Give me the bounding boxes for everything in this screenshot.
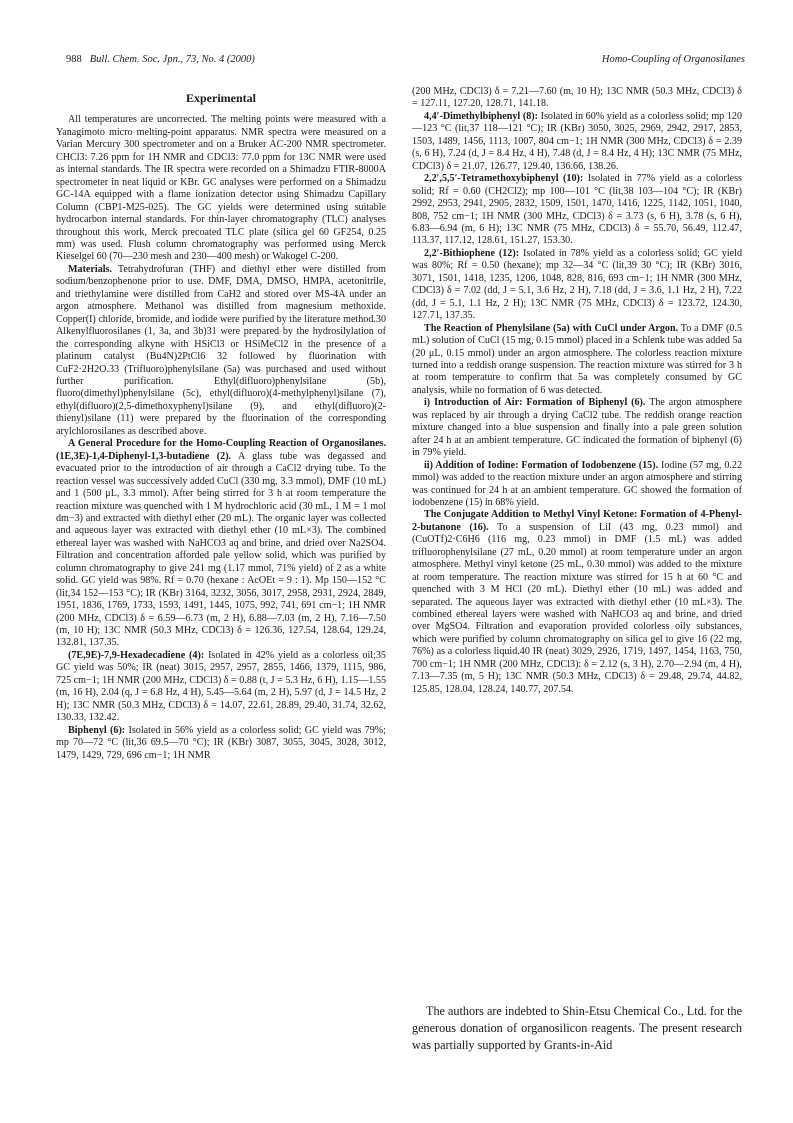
right-column: [412, 86, 742, 696]
paragraph-heading: (7E,9E)-7,9-Hexadecadiene (4):: [68, 649, 205, 661]
paragraph: [412, 173, 742, 248]
paragraph-text: To a suspension of LiI (43 mg, 0.23 mmol) and (CuOTf)2·C6H6 (116 mg, 0.23 mmol) in DMF (1.5 mL) was added trifluorophenylsilane (27 mL, 0.20 mmol) at room temperature under an argon atmosphere. Methyl vinyl ketone (25 mL, 0.30 mmol) was added to the mixture at room temperature. The reaction mixture was stirred for 15 h at 60 °C and quenched with 3 M HCl (20 mL). Diethyl ether (10 mL) was added and separated. The aqueous layer was extracted with diethyl ether (10 mL×3). The combined ethereal layers were washed with NaHCO3 aq and brine, and dried over MgSO4. Filtration and evaporation provided colorless oily substances, which were purified by column chromatography on silica gel to give 16 (22 mg, 76%) as a colorless liquid.40 IR (neat) 3029, 2926, 1719, 1497, 1454, 1163, 750, 700 cm−1; 1H NMR (200 MHz, CDCl3): δ = 2.12 (s, 3 H), 2.70—2.94 (m, 4 H), 7.13—7.35 (m, 5 H); 13C NMR (50.3 MHz, CDCl3) δ = 29.48, 29.74, 44.82, 125.85, 128.04, 128.24, 140.77, 207.54.: [412, 521, 742, 695]
paragraph: [412, 248, 742, 323]
paragraph-heading: 4,4′-Dimethylbiphenyl (8):: [424, 110, 538, 122]
paragraph-heading: A General Procedure for the Homo-Coupling Reaction of Organosilanes. (1E,3E)-1,4-Diphenyl-1,3-butadiene (2).: [56, 438, 386, 462]
journal-citation: Bull. Chem. Soc. Jpn., 73, No. 4 (2000): [89, 54, 255, 65]
paragraph-heading: Biphenyl (6):: [68, 724, 126, 736]
paragraph-heading: Materials.: [68, 263, 113, 275]
paragraph-heading: 2,2′,5,5′-Tetramethoxybiphenyl (10):: [424, 173, 584, 185]
paragraph-text: (200 MHz, CDCl3) δ = 7.21—7.60 (m, 10 H); 13C NMR (50.3 MHz, CDCl3) δ = 127.11, 127.20, 128.71, 141.18.: [412, 86, 742, 110]
paragraph: [56, 725, 386, 762]
paragraph: [56, 114, 386, 263]
paragraph: [412, 397, 742, 459]
paragraph-text: All temperatures are uncorrected. The melting points were measured with a Yanagimoto micro melting-point apparatus. NMR spectra were measured on a Varian Mercury 300 spectrometer and on a Bruker AC-200 NMR spectrometer. CHCl3: 7.26 ppm for 1H NMR and CDCl3: 77.0 ppm for 13C NMR were used as internal standards. The IR spectra were recorded on a Shimadzu FTIR-8000A spectrometer in neat liquid or KBr. GC analyses were performed on a Shimadzu GC-14A equipped with a flame ionization detector using Shimadzu Capillary Column (CBP1-M25-025). The GC yields were determined using suitable hydrocarbon internal standards. For thin-layer chromatography (TLC) analyses throughout this work, Merck precoated TLC plate (silica gel 60 GF254, 0.25 mm) was used. Flush column chromatography was performed using Merck Kieselgel 60 (70—230 mesh and 230—400 mesh) or Wakogel C-200.: [56, 114, 386, 263]
paragraph-text: Isolated in 77% yield as a colorless solid; Rf = 0.60 (CH2Cl2); mp 100—101 °C (lit,38 103—104 °C); IR (KBr) 2992, 2953, 2941, 2905, 2832, 1509, 1501, 1470, 1416, 1225, 1142, 1051, 1040, 808, 752 cm−1; 1H NMR (300 MHz, CDCl3) δ = 3.73 (s, 6 H), 3.78 (s, 6 H), 6.83—6.94 (m, 6 H); 13C NMR (75 MHz, CDCl3) δ = 55.70, 56.49, 112.47, 113.37, 117.12, 128.61, 151.27, 153.30.: [412, 173, 742, 247]
paragraph-text: Iodine (57 mg, 0.22 mmol) was added to the reaction mixture under an argon atmosphere and stirring was continued for 24 h at an ambient temperature. GC showed the formation of iodobenzene (15) in 68% yield.: [412, 459, 742, 508]
running-title: Homo-Coupling of Organosilanes: [601, 54, 745, 65]
paragraph-heading: ii) Addition of Iodine: Formation of Iodobenzene (15).: [424, 459, 659, 471]
paragraph-text: Tetrahydrofuran (THF) and diethyl ether were distilled from sodium/benzophenone prior to use. DMF, DMA, DMSO, HMPA, acetonitrile, and triethylamine were distilled from CaH2 and stored over MS-4A under an argon atmosphere. Methanol was distilled from magnesium methoxide. Copper(I) chloride, bromide, and iodide were purified by the literature method.30 Alkenylfluorosilanes (1, 3a, and 3b)31 were prepared by the hydrosilylation of the corresponding alkyne with HSiCl3 or HSiMeCl2 in the presence of a platinum catalyst (Bu4N)2PtCl6 32 followed by fluorination with CuF2·2H2O.33 (Trifluoro)phenylsilane (5a) was purchased and used without further purification. Ethyl(difluoro)phenylsilane (5b), fluoro(dimethyl)phenylsilane (5c), ethyl(difluoro)(4-methylphenyl)silane (7), ethyl(difluoro)(2,5-dimethoxyphenyl)silane (9), and ethyl(difluoro)(2-thienyl)silane (11) were prepared by the fluorination of the corresponding arylchlorosilanes as described above.: [56, 263, 386, 437]
paragraph-heading: 2,2′-Bithiophene (12):: [424, 247, 520, 259]
paragraph-heading: The Reaction of Phenylsilane (5a) with CuCl under Argon.: [424, 322, 679, 334]
left-paragraphs: [56, 114, 386, 762]
acknowledgment: The authors are indebted to Shin-Etsu Chemical Co., Ltd. for the generous donation of organosilicon reagents. The present research was partially supported by Grants-in-Aid: [412, 1004, 742, 1052]
paragraph-heading: i) Introduction of Air: Formation of Biphenyl (6).: [424, 397, 646, 409]
paragraph-text: A glass tube was degassed and evacuated prior to the introduction of air through a CaCl2 drying tube. To the reaction vessel was successively added CuCl (330 mg, 3.3 mmol), DMF (10 mL) and 1 (500 μL, 3.3 mmol). After being stirred for 3 h at room temperature the reaction mixture was quenched with 1 M hydrochloric acid (30 mL, 1 M = 1 mol dm−3) and extracted with diethyl ether (20 mL). The organic layer was collected and aqueous layer was extracted with diethyl ether (10 mL×3). The combined ethereal layer was washed with NaHCO3 aq and brine, and dried over Na2SO4. Filtration and concentration afforded pale yellow solid, which was purified by column chromatography to give 241 mg (1.17 mmol, 71% yield) of 2 as a white solid. GC yield was 98%. Rf = 0.70 (hexane : AcOEt = 9 : 1). Mp 150—152 °C (lit,34 152—153 °C); IR (KBr) 3164, 3232, 3056, 3017, 2958, 2931, 2924, 2849, 1951, 1836, 1769, 1733, 1593, 1491, 1445, 1075, 992, 741, 691 cm−1; 1H NMR (200 MHz, CDCl3) δ = 6.59—6.73 (m, 2 H), 6.88—7.03 (m, 2 H), 7.16—7.50 (m, 10 H); 13C NMR (50.3 MHz, CDCl3) δ = 126.36, 127.54, 128.64, 129.24, 132.81, 137.35.: [56, 450, 387, 649]
paragraph-text: Isolated in 42% yield as a colorless oil;35 GC yield was 50%; IR (neat) 3015, 2957, 2957, 2855, 1466, 1379, 1115, 986, 725 cm−1; 1H NMR (200 MHz, CDCl3) δ = 0.88 (t, J = 5.3 Hz, 6 H), 1.15—1.55 (m, 16 H), 2.04 (q, J = 6.8 Hz, 4 H), 5.45—5.64 (m, 2 H), 5.97 (d, J = 14.5 Hz, 2 H); 13C NMR (50.3 MHz, CDCl3) δ = 14.07, 22.61, 28.89, 29.40, 31.74, 32.62, 130.33, 132.42.: [56, 649, 386, 724]
section-title: Experimental: [186, 91, 256, 105]
paragraph-text: Isolated in 60% yield as a colorless solid; mp 120—123 °C (lit,37 118—121 °C); IR (KBr) 3050, 3025, 2969, 2942, 2917, 2853, 1503, 1489, 1456, 1113, 1007, 804 cm−1; 1H NMR (300 MHz, CDCl3) δ = 2.39 (s, 6 H), 7.24 (d, J = 8.4 Hz, 4 H), 7.48 (d, J = 8.4 Hz, 4 H); 13C NMR (75 MHz, CDCl3) δ = 21.07, 126.77, 129.40, 136.66, 138.26.: [412, 110, 742, 172]
paragraph: [56, 650, 386, 725]
paragraph-text: Isolated in 56% yield as a colorless solid; GC yield was 79%; mp 70—72 °C (lit,36 69.5—70 °C); IR (KBr) 3087, 3055, 3045, 3028, 3012, 1479, 1429, 729, 696 cm−1; 1H NMR: [56, 724, 386, 761]
paragraph: [56, 264, 386, 438]
paragraph-text: To a DMF (0.5 mL) solution of CuCl (15 mg, 0.15 mmol) placed in a Schlenk tube was added 5a (20 μL, 0.15 mmol) under an argon atmosphere. The colorless reaction mixture turned into a reddish orange suspension. The reaction mixture was stirred for 3 h at room temperature to confirm that 5a was completely consumed by GC analysis, while no formation of 6 was detected.: [412, 322, 743, 396]
paragraph: [412, 323, 742, 398]
paragraph-text: Isolated in 78% yield as a colorless solid; GC yield was 80%; Rf = 0.50 (hexane); mp 32—34 °C (lit,39 30 °C); IR (KBr) 3016, 3071, 1501, 1418, 1235, 1206, 1048, 828, 816, 693 cm−1; 1H NMR (300 MHz, CDCl3) δ = 7.02 (dd, J = 5.1, 3.6 Hz, 2 H), 7.18 (dd, J = 3.6, 1.1 Hz, 2 H), 7.22 (dd, J = 5.1, 1.1 Hz, 2 H); 13C NMR (75 MHz, CDCl3) δ = 123.72, 124.30, 127.71, 137.35.: [412, 247, 742, 322]
page-number: 988: [66, 54, 82, 65]
paragraph: [412, 509, 742, 696]
paragraph: [412, 86, 742, 111]
paragraph-heading: The Conjugate Addition to Methyl Vinyl Ketone: Formation of 4-Phenyl-2-butanone (16).: [412, 509, 742, 533]
paragraph: [412, 111, 742, 173]
running-header-left: [66, 54, 255, 65]
left-column: [56, 86, 386, 762]
paragraph: [56, 438, 386, 650]
paragraph: [412, 460, 742, 510]
paragraph-text: The argon atmosphere was replaced by air through a drying CaCl2 tube. The reddish orange reaction mixture changed into a blue suspension and finally into a pale green solution after 24 h at an ambient temperature. GC indicated the formation of biphenyl (6) in 79% yield.: [412, 397, 743, 459]
right-paragraphs: [412, 86, 742, 696]
